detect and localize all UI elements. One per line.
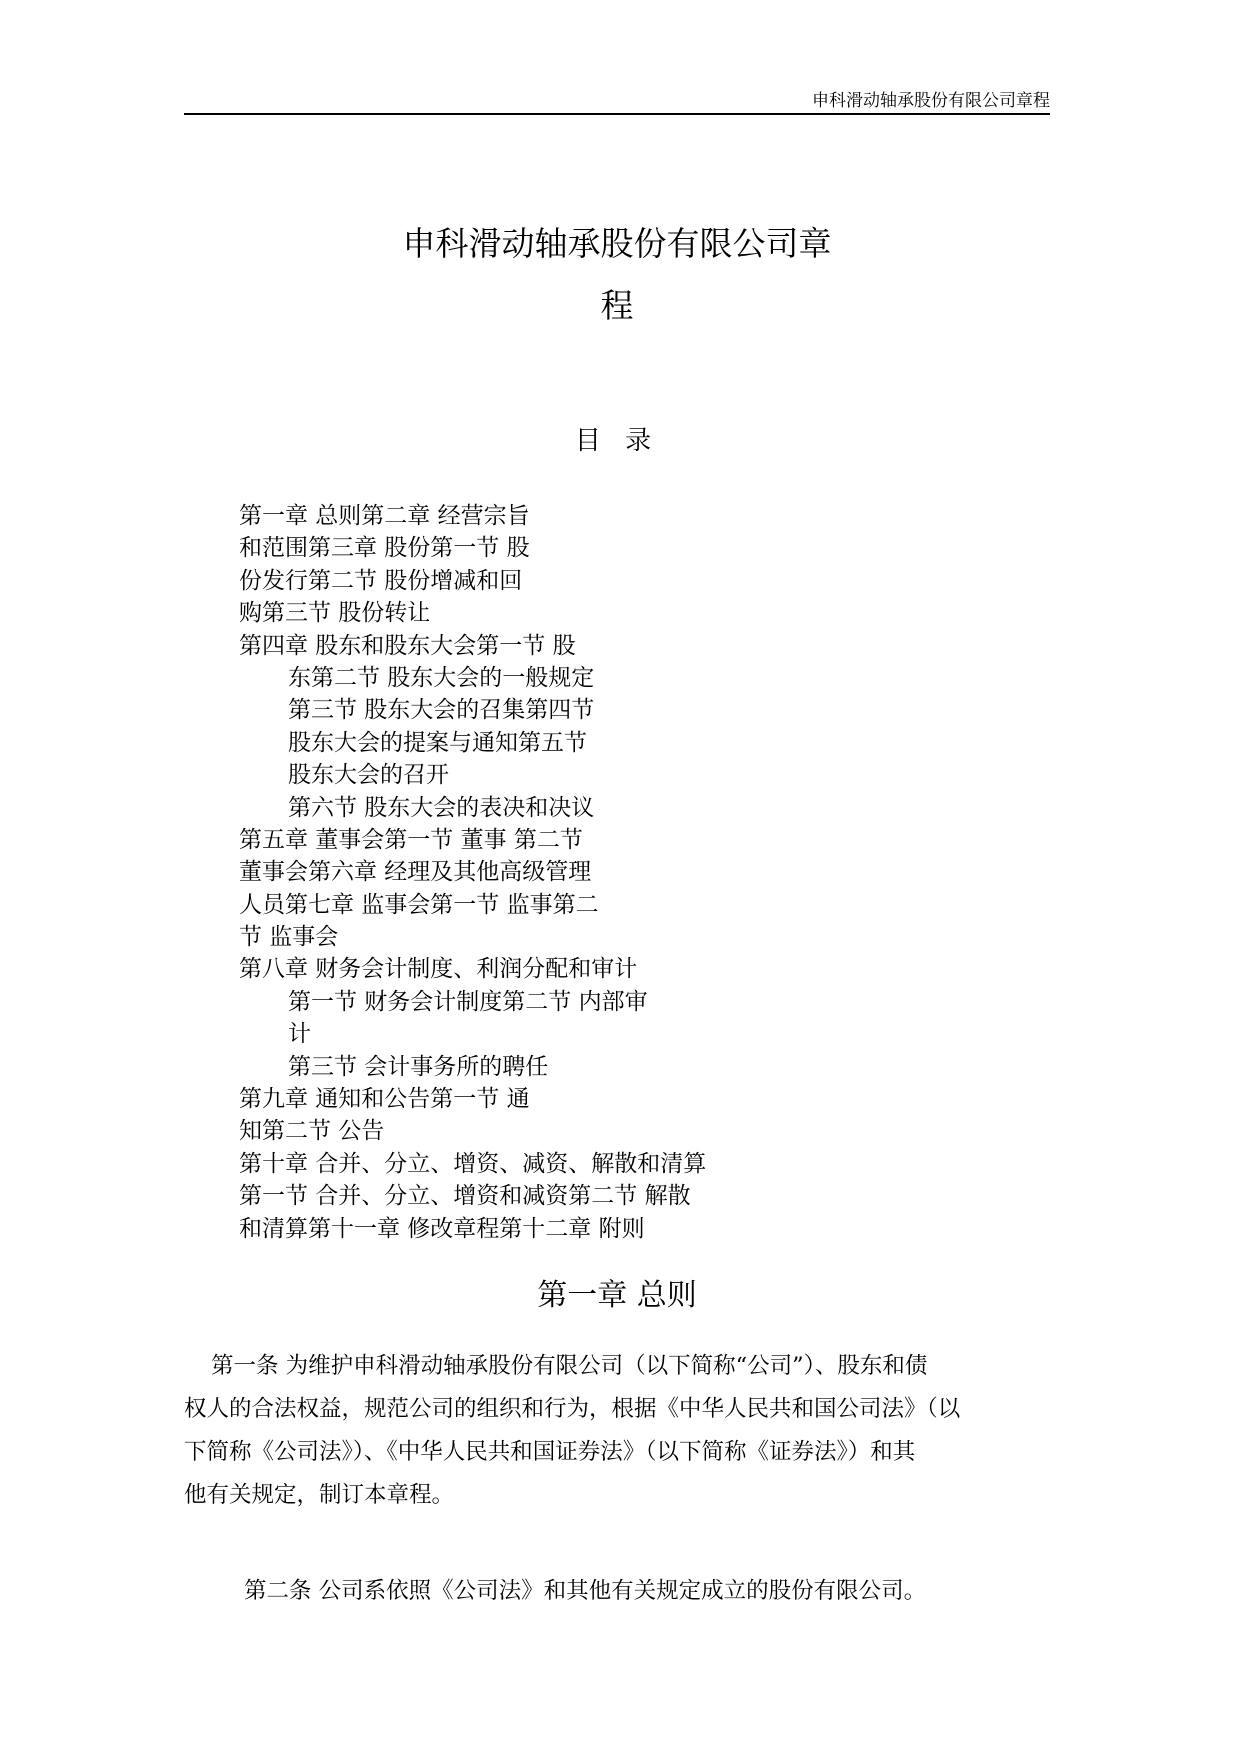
toc-line: 第九章 通知和公告第一节 通 — [239, 1086, 530, 1113]
article-1-line: 第一条 为维护申科滑动轴承股份有限公司（以下简称“公司”）、股东和债 — [211, 1353, 928, 1379]
toc-line: 计 — [288, 1021, 311, 1048]
chapter-heading: 第一章 总则 — [537, 1278, 697, 1313]
toc-line: 第十章 合并、分立、增资、减资、解散和清算 — [239, 1150, 707, 1177]
toc-line: 第三节 股东大会的召集第四节 — [288, 697, 595, 724]
toc-title: 目 录 — [574, 426, 660, 456]
toc-line: 人员第七章 监事会第一节 监事第二 — [239, 891, 599, 918]
article-2-line: 第二条 公司系依照《公司法》和其他有关规定成立的股份有限公司。 — [244, 1578, 927, 1604]
toc-line: 董事会第六章 经理及其他高级管理 — [239, 859, 592, 886]
article-2 — [184, 1570, 1064, 1613]
toc-line: 第三节 会计事务所的聘任 — [288, 1053, 549, 1080]
article-1-line: 权人的合法权益，规范公司的组织和行为，根据《中华人民共和国公司法》（以 — [184, 1396, 961, 1422]
document-title-line-1: 申科滑动轴承股份有限公司章 — [402, 224, 832, 263]
toc-line: 份发行第二节 股份增减和回 — [239, 567, 523, 594]
article-1-line: 下简称《公司法》）、《中华人民共和国证券法》（以下简称《证券法》）和其 — [184, 1439, 916, 1465]
toc-line: 第一章 总则第二章 经营宗旨 — [239, 503, 530, 529]
toc-line: 第一节 财务会计制度第二节 内部审 — [288, 988, 648, 1015]
toc-line: 第一节 合并、分立、增资和减资第二节 解散 — [239, 1183, 691, 1210]
running-header: 申科滑动轴承股份有限公司章程 — [812, 91, 1050, 111]
document-title-line-2: 程 — [600, 286, 634, 325]
article-1 — [184, 1345, 1064, 1517]
toc-line: 第六节 股东大会的表决和决议 — [288, 794, 595, 821]
toc-line: 东第二节 股东大会的一般规定 — [288, 664, 595, 691]
toc-line: 知第二节 公告 — [239, 1118, 385, 1145]
toc-line: 第五章 董事会第一节 董事 第二节 — [239, 826, 583, 853]
toc-line: 和清算第十一章 修改章程第十二章 附则 — [239, 1215, 645, 1242]
toc-line: 股东大会的提案与通知第五节 — [288, 729, 587, 756]
toc-line: 股东大会的召开 — [288, 762, 449, 789]
toc-line: 购第三节 股份转让 — [239, 600, 431, 627]
toc-line: 第八章 财务会计制度、利润分配和审计 — [239, 956, 638, 983]
article-1-line: 他有关规定，制订本章程。 — [184, 1482, 455, 1508]
toc-line: 第四章 股东和股东大会第一节 股 — [239, 632, 576, 659]
toc-line: 节 监事会 — [239, 924, 339, 951]
header-divider — [184, 113, 1050, 115]
table-of-contents — [239, 500, 706, 1245]
toc-line: 和范围第三章 股份第一节 股 — [239, 535, 530, 562]
